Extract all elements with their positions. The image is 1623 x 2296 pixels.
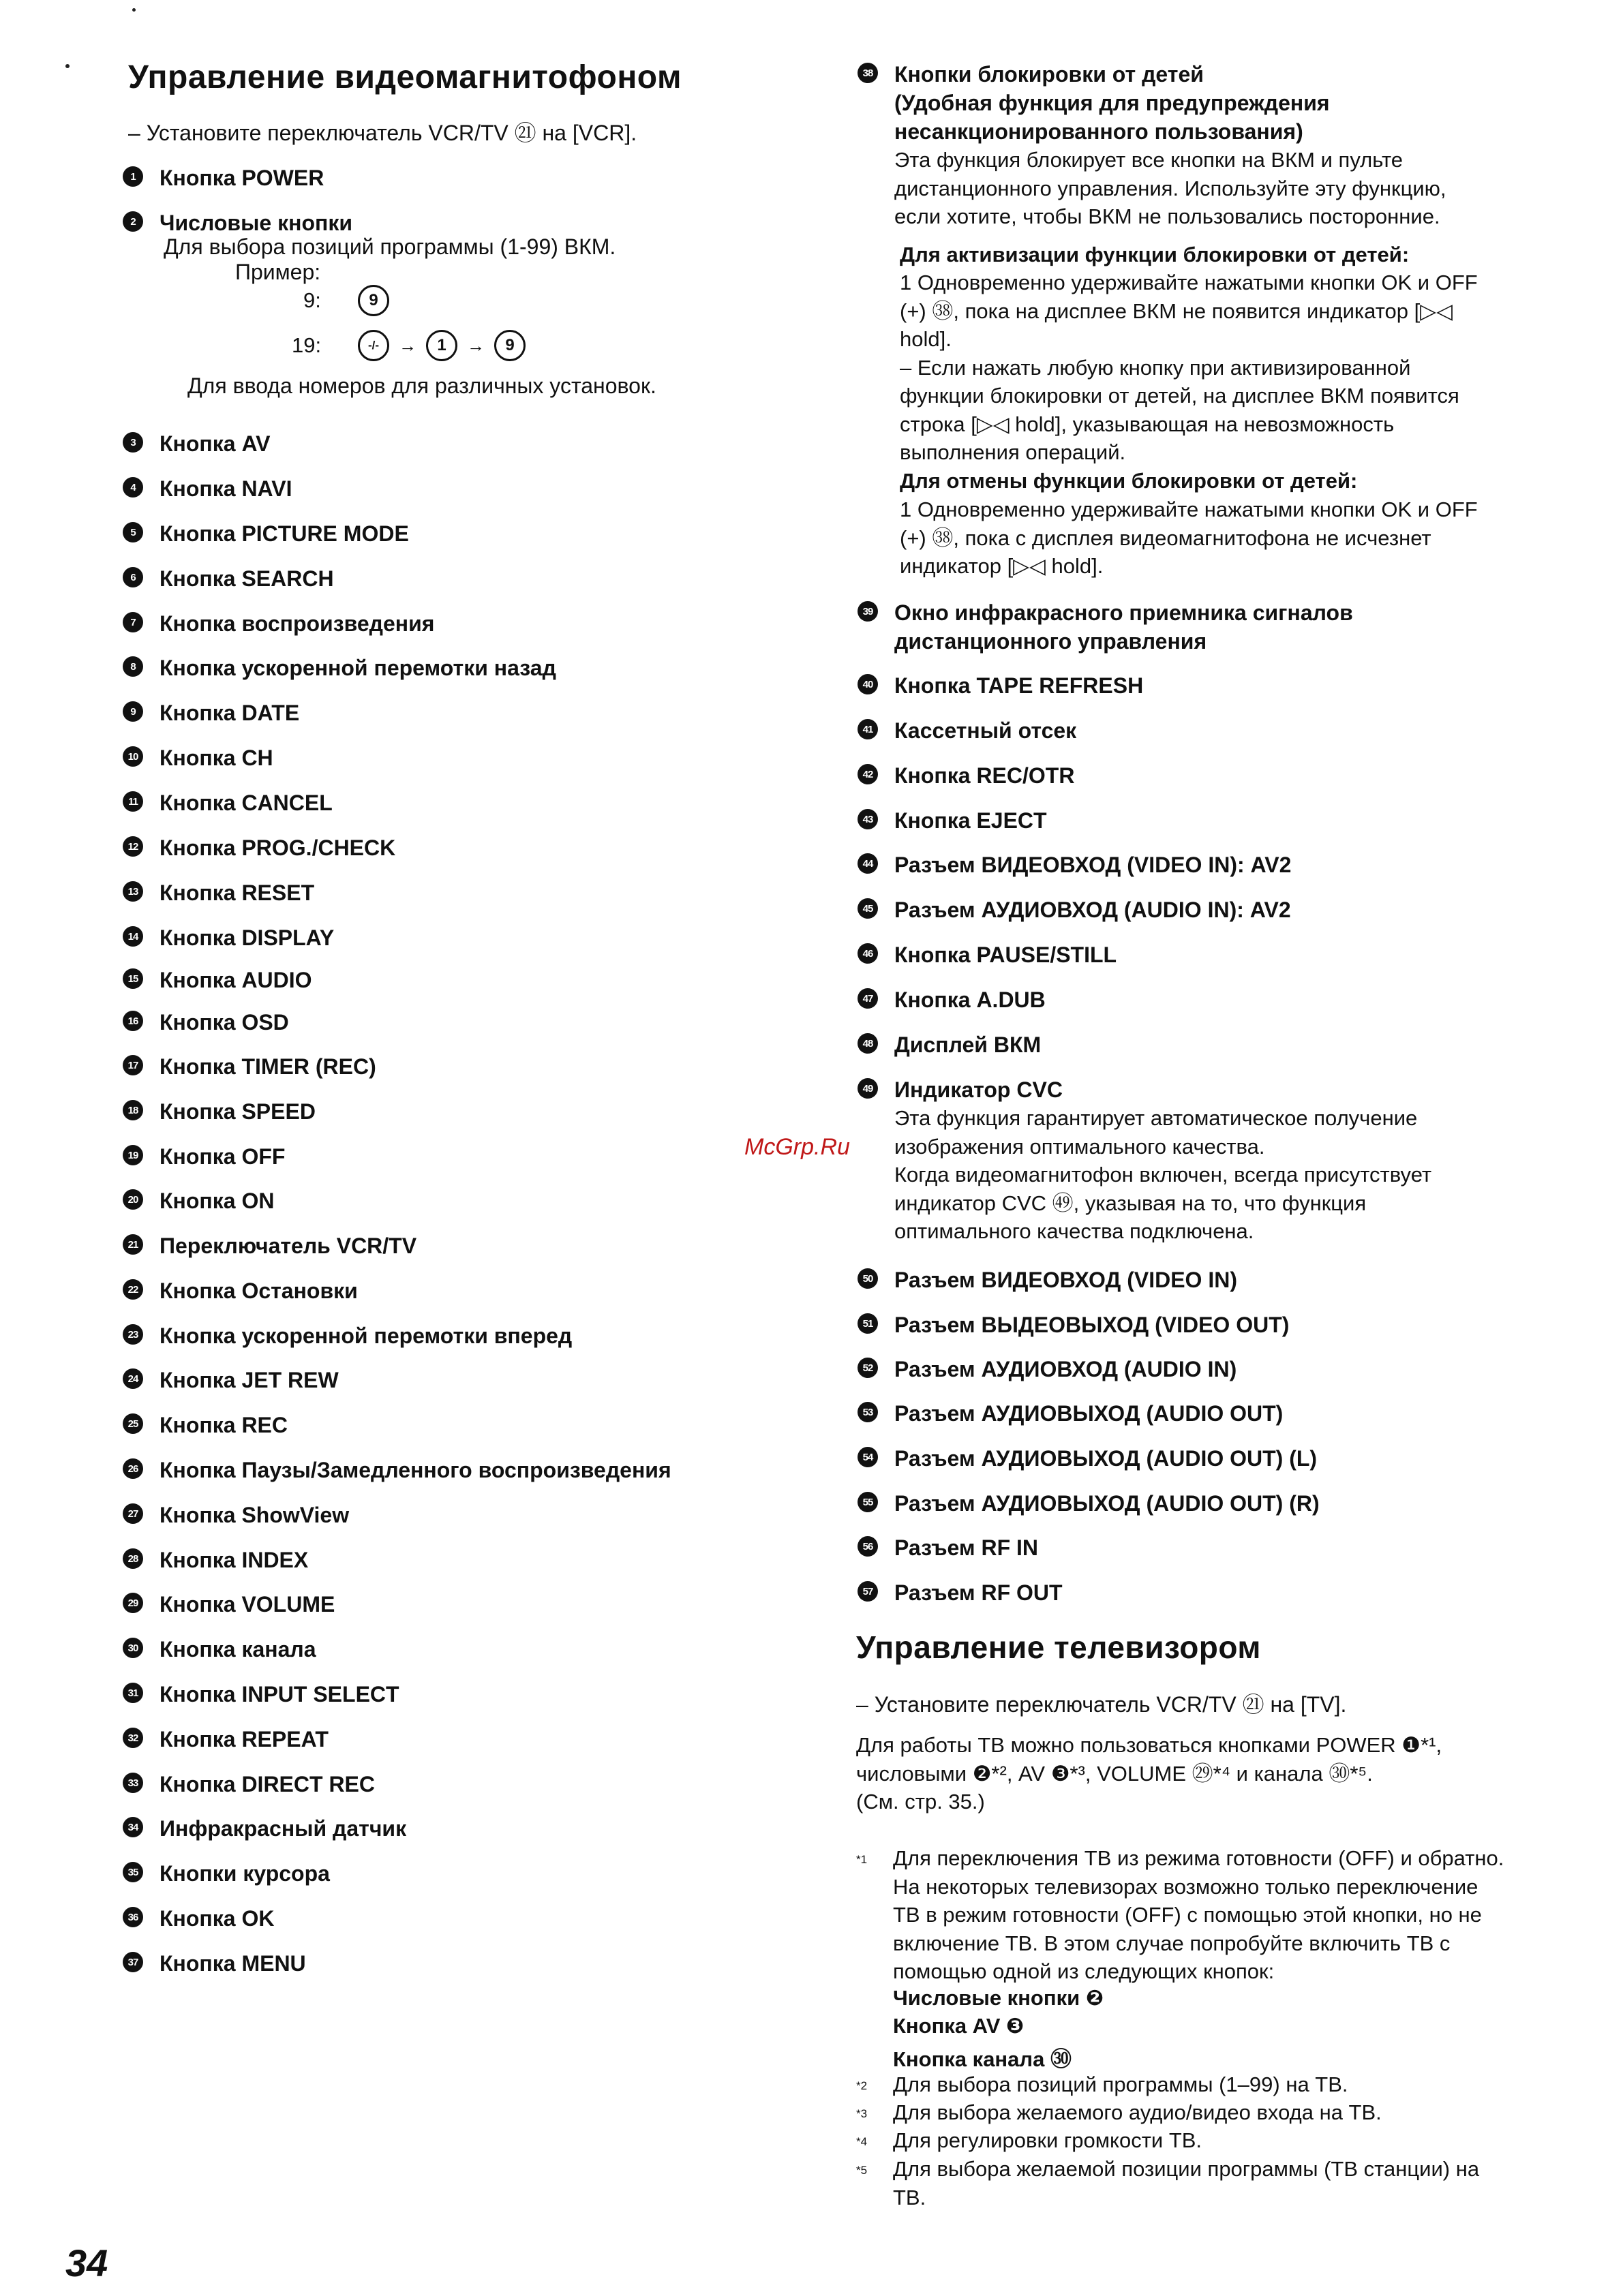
- item-number-icon: 41: [858, 719, 878, 739]
- item-35: [123, 1859, 330, 1888]
- item-label: Разъем RF OUT: [894, 1580, 1063, 1605]
- item-number-icon: 6: [123, 567, 143, 587]
- item-number-icon: 43: [858, 809, 878, 829]
- item-39: [858, 598, 1353, 656]
- footnote-mark: *3: [856, 2107, 868, 2120]
- item-56: [858, 1533, 1038, 1562]
- key-dash-icon: -/-: [358, 330, 389, 361]
- item-number-icon: 38: [858, 63, 878, 83]
- item-51: [858, 1311, 1289, 1339]
- item-label: Дисплей ВКМ: [894, 1032, 1042, 1057]
- footnote-2: [856, 2070, 1348, 2100]
- page-title: Управление видеомагнитофоном: [128, 59, 682, 95]
- item-label: Окно инфракрасного приемника сигналов дистанционного управления: [894, 600, 1353, 654]
- item-12: [123, 833, 395, 862]
- item-number-icon: 21: [123, 1234, 143, 1255]
- item-label: Кнопка OFF: [160, 1144, 286, 1169]
- item-label: Кнопка REC/OTR: [894, 763, 1075, 788]
- item-50: [858, 1266, 1237, 1294]
- item-53: [858, 1399, 1283, 1428]
- lock-on-text: 1 Одновременно удерживайте нажатыми кнопки OK и OFF (+) ㊳, пока на дисплее ВКМ не появится индикатор [▷◁ hold]. – Если нажать любую кнопку при активизированной функции блокировки от детей, на дисплее ВКМ появится строка [▷◁ hold], указывающая на невозможность выполнения операций.: [900, 271, 1478, 464]
- lock-on-title: Для активизации функции блокировки от детей:: [900, 243, 1410, 266]
- footnote-text: Для переключения ТВ из режима готовности (OFF) и обратно. На некоторых телевизорах возможно только переключение ТВ в режим готовности (OFF) с помощью этой кнопки, но не включение ТВ. В этом случае попробуйте включить ТВ с помощью одной из следующих кнопок:: [893, 1846, 1504, 1983]
- item-number-icon: 15: [123, 968, 143, 989]
- item-label: Кнопка ускоренной перемотки вперед: [160, 1323, 573, 1348]
- watermark: McGrp.Ru: [744, 1134, 850, 1160]
- item-number-icon: 42: [858, 764, 878, 784]
- item-number-icon: 50: [858, 1268, 878, 1289]
- item-label: Кнопка ShowView: [160, 1503, 350, 1527]
- item-label: Разъем ВИДЕОВХОД (VIDEO IN): [894, 1268, 1237, 1292]
- item-55: [858, 1489, 1320, 1518]
- item-number-icon: 23: [123, 1324, 143, 1345]
- fn-button-3: Кнопка канала ㉚: [893, 2047, 1072, 2071]
- item-label: Разъем АУДИОВЫХОД (AUDIO OUT) (R): [894, 1491, 1320, 1516]
- item-label: Кнопка канала: [160, 1637, 316, 1662]
- item-label: Кнопка VOLUME: [160, 1592, 335, 1617]
- item-number-icon: 47: [858, 988, 878, 1009]
- item-number-icon: 40: [858, 674, 878, 694]
- item-number-icon: 2: [123, 211, 143, 232]
- item-8: [123, 654, 556, 682]
- item-number-icon: 16: [123, 1011, 143, 1031]
- item-label: Кнопка ускоренной перемотки назад: [160, 656, 556, 680]
- item-33: [123, 1770, 375, 1798]
- item-label: Кнопка INDEX: [160, 1548, 309, 1572]
- fn-button-1: Числовые кнопки ❷: [893, 1986, 1104, 2010]
- item-label: Кнопка NAVI: [160, 476, 292, 501]
- item-4: [123, 474, 292, 503]
- item-label: Кнопка SPEED: [160, 1099, 316, 1124]
- item-label: Разъем АУДИОВЫХОД (AUDIO OUT): [894, 1401, 1284, 1426]
- item-label: Кнопка AV: [160, 431, 271, 456]
- item-number-icon: 14: [123, 926, 143, 947]
- arrow-icon: →: [399, 335, 416, 356]
- item-number-icon: 34: [123, 1817, 143, 1837]
- vcr-intro: – Установите переключатель VCR/TV ㉑ на [VCR].: [128, 121, 637, 145]
- item-32: [123, 1725, 329, 1754]
- item-number-icon: 24: [123, 1368, 143, 1389]
- item-number-icon: 37: [123, 1952, 143, 1972]
- fn-button-2: Кнопка AV ❸: [893, 2014, 1025, 2038]
- item-label: Кнопка MENU: [160, 1951, 306, 1976]
- item-9: [123, 699, 299, 727]
- item-5: [123, 519, 409, 548]
- example-row1-label: 9:: [303, 288, 321, 312]
- item-label: Кнопка PICTURE MODE: [160, 521, 409, 546]
- item-31: [123, 1680, 399, 1709]
- item-3: [123, 429, 271, 458]
- item-2-desc: Для выбора позиций программы (1-99) ВКМ.: [164, 234, 616, 259]
- item-44: [858, 851, 1291, 879]
- item-label: Кнопка DIRECT REC: [160, 1772, 375, 1796]
- item-label: Кнопка CH: [160, 746, 273, 770]
- item-21: [123, 1231, 416, 1260]
- key-9-icon: 9: [358, 285, 389, 316]
- item-6: [123, 564, 334, 593]
- item-label: Разъем АУДИОВЫХОД (AUDIO OUT) (L): [894, 1446, 1318, 1471]
- tv-title: Управление телевизором: [856, 1629, 1261, 1665]
- example-row2-label: 19:: [292, 333, 322, 357]
- footnote-4: [856, 2126, 1202, 2156]
- item-number-icon: 51: [858, 1313, 878, 1334]
- item-17: [123, 1052, 376, 1081]
- item-number-icon: 10: [123, 746, 143, 767]
- item-16: [123, 1008, 289, 1037]
- footnote-5: [856, 2155, 1479, 2211]
- example-row-9: [303, 285, 389, 316]
- item-27: [123, 1501, 349, 1529]
- footnote-text: Для регулировки громкости ТВ.: [893, 2128, 1202, 2152]
- tv-intro: – Установите переключатель VCR/TV ㉑ на [TV].: [856, 1692, 1347, 1717]
- footnote-mark: *2: [856, 2079, 868, 2092]
- footnote-3: [856, 2098, 1382, 2128]
- item-number-icon: 25: [123, 1413, 143, 1434]
- lock-off-title: Для отмены функции блокировки от детей:: [900, 469, 1358, 493]
- item-13: [123, 878, 314, 907]
- item-number-icon: 17: [123, 1055, 143, 1075]
- item-number-icon: 48: [858, 1033, 878, 1054]
- item-label: Разъем ВЫДЕОВЫХОД (VIDEO OUT): [894, 1313, 1290, 1337]
- item-23: [123, 1321, 572, 1350]
- item-43: [858, 806, 1047, 835]
- item-number-icon: 52: [858, 1358, 878, 1378]
- item-label: Индикатор CVC: [894, 1077, 1063, 1102]
- tv-text: Для работы ТВ можно пользоваться кнопками POWER ❶*¹, числовыми ❷*², AV ❸*³, VOLUME ㉙*⁴ и канала ㉚*⁵. (См. стр. 35.): [856, 1733, 1442, 1813]
- item-number-icon: 9: [123, 701, 143, 722]
- item-36: [123, 1904, 274, 1933]
- item-number-icon: 56: [858, 1536, 878, 1557]
- footnote-mark: *5: [856, 2164, 868, 2177]
- item-number-icon: 22: [123, 1279, 143, 1300]
- item-24: [123, 1366, 339, 1394]
- item-label: Кнопки блокировки от детей (Удобная функция для предупреждения несанкционированного пользования): [894, 62, 1330, 144]
- item-42: [858, 761, 1074, 790]
- example-label: Пример:: [235, 260, 321, 284]
- item-label: Кнопка PROG./CHECK: [160, 836, 396, 860]
- arrow-icon: →: [467, 335, 485, 356]
- item-15: [123, 966, 312, 994]
- item-number-icon: 33: [123, 1773, 143, 1793]
- item-number-icon: 46: [858, 943, 878, 964]
- item-number-icon: 13: [123, 881, 143, 902]
- item-label: Кнопки курсора: [160, 1861, 330, 1886]
- item-57: [858, 1578, 1063, 1607]
- item-label: Кнопка EJECT: [894, 808, 1047, 833]
- item-number-icon: 7: [123, 612, 143, 632]
- item-label: Кнопка CANCEL: [160, 791, 333, 815]
- item-26: [123, 1456, 671, 1484]
- item-number-icon: 18: [123, 1100, 143, 1120]
- item-number-icon: 20: [123, 1189, 143, 1210]
- item-34: [123, 1814, 406, 1843]
- item-number-icon: 57: [858, 1581, 878, 1602]
- item-25: [123, 1411, 288, 1439]
- item-number-icon: 35: [123, 1862, 143, 1882]
- item-38: [858, 60, 1446, 231]
- footnote-mark: *1: [856, 1853, 868, 1866]
- item-52: [858, 1355, 1237, 1383]
- item-number-icon: 44: [858, 853, 878, 874]
- item-20: [123, 1187, 274, 1215]
- item-number-icon: 49: [858, 1078, 878, 1099]
- item-label: Кнопка A.DUB: [894, 988, 1046, 1012]
- footnote-text: Для выбора желаемого аудио/видео входа на ТВ.: [893, 2100, 1382, 2124]
- item-label: Разъем ВИДЕОВХОД (VIDEO IN): AV2: [894, 853, 1292, 877]
- item-7: [123, 609, 434, 638]
- item-2: [123, 209, 352, 237]
- footnote-text: Для выбора желаемой позиции программы (ТВ станции) на ТВ.: [893, 2157, 1480, 2209]
- item-number-icon: 4: [123, 477, 143, 498]
- item-49: [858, 1075, 1431, 1246]
- item-label: Кнопка воспроизведения: [160, 611, 435, 636]
- item-label: Кнопка INPUT SELECT: [160, 1682, 399, 1706]
- item-label: Кнопка OSD: [160, 1010, 289, 1035]
- item-label: Кнопка PAUSE/STILL: [894, 943, 1117, 967]
- item-label: Кнопка REC: [160, 1413, 288, 1437]
- item-label: Инфракрасный датчик: [160, 1816, 407, 1841]
- lock-off-text: 1 Одновременно удерживайте нажатыми кнопки OK и OFF (+) ㊳, пока с дисплея видеомагнитофона не исчезнет индикатор [▷◁ hold].: [900, 498, 1478, 578]
- item-number-icon: 55: [858, 1492, 878, 1512]
- item-number-icon: 45: [858, 898, 878, 919]
- item-22: [123, 1276, 358, 1305]
- item-label: Кнопка JET REW: [160, 1368, 339, 1392]
- example-after: Для ввода номеров для различных установок.: [187, 373, 656, 398]
- item-label: Кассетный отсек: [894, 718, 1077, 743]
- item-number-icon: 19: [123, 1145, 143, 1165]
- item-number-icon: 3: [123, 432, 143, 453]
- item-label: Разъем АУДИОВХОД (AUDIO IN): AV2: [894, 898, 1291, 922]
- item-1: [123, 164, 324, 192]
- item-desc: Эта функция гарантирует автоматическое получение изображения оптимального качества. Когда видеомагнитофон включен, всегда присутствует индикатор CVC ㊾, указывая на то, что функция оптимального качества подключена.: [894, 1106, 1432, 1243]
- item-48: [858, 1030, 1041, 1059]
- item-label: Разъем RF IN: [894, 1535, 1039, 1560]
- item-number-icon: 30: [123, 1638, 143, 1658]
- item-label: Кнопка REPEAT: [160, 1727, 329, 1751]
- page-number: 34: [65, 2241, 108, 2284]
- item-number-icon: 12: [123, 836, 143, 857]
- item-54: [858, 1444, 1317, 1473]
- item-19: [123, 1142, 285, 1171]
- item-label: Кнопка AUDIO: [160, 968, 312, 992]
- item-number-icon: 32: [123, 1728, 143, 1748]
- item-40: [858, 671, 1143, 700]
- item-number-icon: 27: [123, 1503, 143, 1524]
- item-label: Кнопка Паузы/Замедленного воспроизведения: [160, 1458, 671, 1482]
- item-46: [858, 940, 1117, 969]
- item-18: [123, 1097, 316, 1126]
- item-number-icon: 31: [123, 1683, 143, 1703]
- item-28: [123, 1546, 308, 1574]
- item-number-icon: 26: [123, 1458, 143, 1479]
- item-label: Числовые кнопки: [160, 211, 352, 235]
- item-number-icon: 36: [123, 1907, 143, 1927]
- key-1-icon: 1: [426, 330, 457, 361]
- item-label: Разъем АУДИОВХОД (AUDIO IN): [894, 1357, 1237, 1381]
- item-14: [123, 923, 334, 952]
- item-11: [123, 789, 333, 817]
- item-label: Кнопка DATE: [160, 701, 300, 725]
- item-number-icon: 1: [123, 166, 143, 187]
- item-number-icon: 28: [123, 1548, 143, 1569]
- footnote-text: Для выбора позиций программы (1–99) на ТВ.: [893, 2072, 1348, 2096]
- item-desc: Эта функция блокирует все кнопки на ВКМ и пульте дистанционного управления. Используйте эту функцию, если хотите, чтобы ВКМ не пользовались посторонние.: [894, 148, 1446, 228]
- item-37: [123, 1949, 306, 1978]
- item-number-icon: 39: [858, 601, 878, 622]
- item-number-icon: 29: [123, 1593, 143, 1613]
- item-label: Кнопка DISPLAY: [160, 925, 335, 950]
- item-label: Кнопка TIMER (REC): [160, 1054, 376, 1079]
- footnote-1: [856, 1844, 1504, 1986]
- item-label: Кнопка POWER: [160, 166, 324, 190]
- key-9-icon: 9: [494, 330, 526, 361]
- item-label: Кнопка Остановки: [160, 1279, 358, 1303]
- item-number-icon: 54: [858, 1447, 878, 1467]
- item-label: Кнопка ON: [160, 1189, 275, 1213]
- example-row-19: [292, 330, 526, 361]
- item-label: Кнопка SEARCH: [160, 566, 334, 591]
- item-number-icon: 8: [123, 656, 143, 677]
- item-label: Кнопка TAPE REFRESH: [894, 673, 1144, 698]
- item-label: Кнопка RESET: [160, 881, 315, 905]
- item-45: [858, 896, 1291, 924]
- item-41: [858, 716, 1076, 745]
- item-47: [858, 985, 1046, 1014]
- item-number-icon: 5: [123, 522, 143, 542]
- item-29: [123, 1590, 335, 1619]
- item-label: Переключатель VCR/TV: [160, 1234, 417, 1258]
- item-30: [123, 1635, 316, 1664]
- item-number-icon: 11: [123, 791, 143, 812]
- item-number-icon: 53: [858, 1402, 878, 1422]
- item-10: [123, 744, 273, 772]
- footnote-mark: *4: [856, 2135, 868, 2148]
- item-label: Кнопка OK: [160, 1906, 275, 1931]
